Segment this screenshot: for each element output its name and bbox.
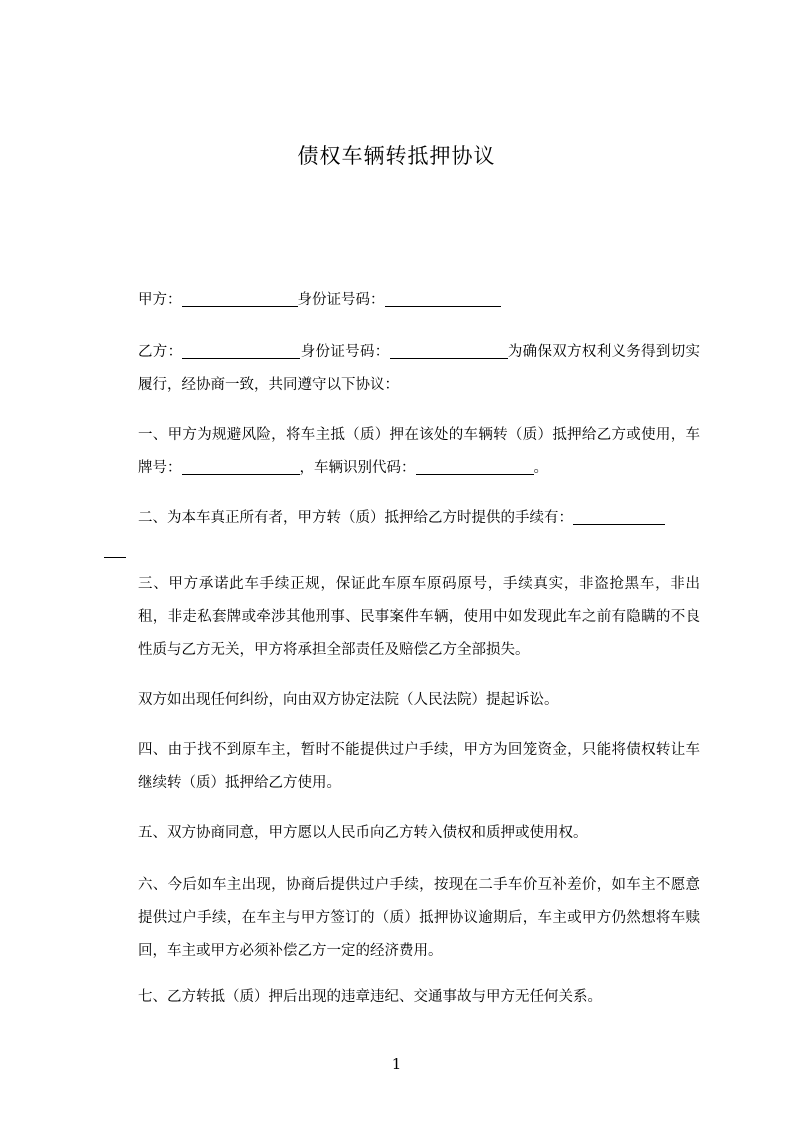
clause-2-text: 二、为本车真正所有者，甲方转（质）抵押给乙方时提供的手续有： [138, 510, 573, 526]
documents-blank-continued [104, 541, 126, 558]
party-b-paragraph [104, 336, 700, 402]
party-a-name-blank [182, 290, 298, 307]
dispute-clause [104, 684, 700, 717]
documents-blank [573, 508, 665, 525]
party-a-label: 甲方： [138, 292, 182, 308]
party-a-id-label: 身份证号码： [297, 292, 385, 308]
party-a-line [104, 284, 700, 317]
plate-number-blank [182, 458, 300, 475]
party-b-name-blank [182, 342, 300, 359]
party-b-tail: 为确保双方权利义务得到切实履行，经协商一致，共同遵守以下协议： [138, 344, 701, 393]
page-number: 1 [391, 1055, 402, 1073]
clause-4 [104, 734, 700, 800]
clause-1 [104, 419, 700, 485]
clause-7 [104, 981, 700, 1014]
party-b-label: 乙方： [138, 344, 183, 360]
clause-1-text-c: 。 [533, 460, 548, 476]
clause-3-text: 三、甲方承诺此车手续正规，保证此车原车原码原号，手续真实，非盗抢黑车，非出租，非走私套牌或牵涉其他刑事、民事案件车辆，使用中如发现此车之前有隐瞒的不良性质与乙方无关，甲方将承担全部责任及赔偿乙方全部损失。 [138, 576, 700, 658]
clause-2 [104, 502, 700, 568]
clause-5 [104, 817, 700, 850]
party-b-id-label: 身份证号码： [300, 344, 390, 360]
dispute-text: 双方如出现任何纠纷，向由双方协定法院（人民法院）提起诉讼。 [138, 692, 559, 708]
clause-3 [104, 568, 700, 667]
clause-6-text: 六、今后如车主出现，协商后提供过户手续，按现在二手车价互补差价，如车主不愿意提供过户手续，在车主与甲方签订的（质）抵押协议逾期后，车主或甲方仍然想将车赎回，车主或甲方必须补偿乙方一定的经济费用。 [138, 877, 700, 959]
clause-7-text: 七、乙方转抵（质）押后出现的违章违纪、交通事故与甲方无任何关系。 [138, 989, 602, 1005]
clause-4-text: 四、由于找不到原车主，暂时不能提供过户手续，甲方为回笼资金，只能将债权转让车继续转（质）抵押给乙方使用。 [138, 742, 700, 791]
party-b-id-blank [390, 342, 508, 359]
vin-blank [416, 458, 534, 475]
clause-1-text-b: ，车辆识别代码： [299, 460, 416, 476]
clause-6 [104, 869, 700, 968]
document-title: 债权车辆转抵押协议 [297, 144, 496, 168]
clause-5-text: 五、双方协商同意，甲方愿以人民币向乙方转入债权和质押或使用权。 [138, 825, 588, 841]
clause-1-text-a: 一、甲方为规避风险，将车主抵（质）押在该处的车辆转（质）抵押给乙方或使用，车牌号： [138, 427, 700, 476]
party-a-id-blank [385, 290, 501, 307]
